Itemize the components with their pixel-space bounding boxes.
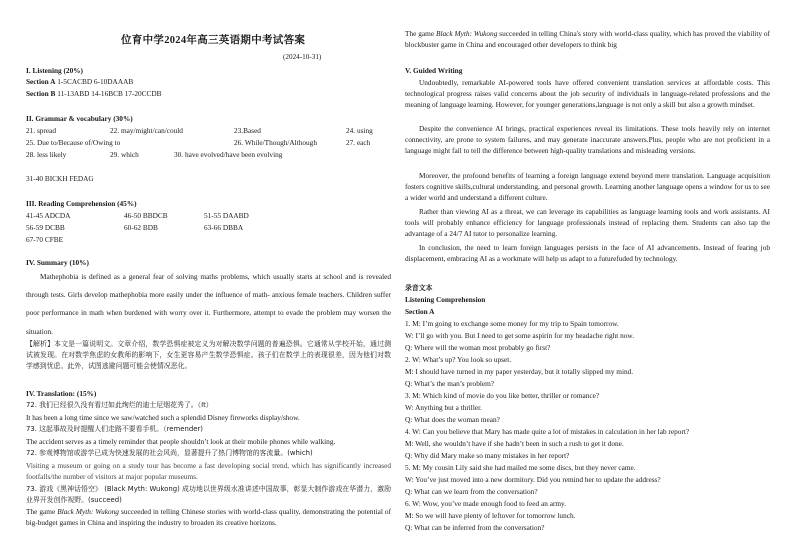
exam-date: (2024-10-31): [283, 53, 322, 61]
reading-answer: 51-55 DAABD: [204, 211, 249, 220]
script-line: 6. W: Wow, you’ve made enough food to feed an army.: [405, 499, 567, 508]
grammar-answer: 24. using: [346, 126, 373, 135]
script-line: Q: What’s the man’s problem?: [405, 379, 495, 388]
page-title: 位育中学2024年高三英语期中考试答案: [121, 35, 306, 46]
writing-paragraph: In conclusion, the need to learn foreign languages persists in the face of AI advancements. Instead of fearing job displacement, embracing AI as a workmate will help us adapt to a futurefuded by technology.: [405, 243, 770, 264]
translation-question: 72. 我们已经很久没有看过如此绚烂的迪士尼烟花秀了。（It）: [26, 401, 213, 409]
translation-answer: Visiting a museum or going on a study tour has become a fast developing social trend, which has significantly increased footfalls/the number of visitors at major popular museums.: [26, 461, 391, 482]
script-line: Q: Why did Mary make so many mistakes in her report?: [405, 451, 570, 460]
summary-analysis: 【解析】本文是一篇说明文。文章介绍，数学恐惧症被定义为对解决数学问题的普遍恐惧。它通常从学校开始，通过测试被发现。在对数学焦虑的女教师的影响下，女生更容易产生数学恐惧症。孩子们在数学上的表现很差，因为他们对数学感到忧虑。此外，试图逃避问题可能会使情况恶化。: [26, 340, 391, 371]
translation-answer: The accident serves as a timely reminder that people shouldn’t look at their mobile phones while walking.: [26, 437, 336, 446]
section-b-answers: Section B 11-13ABD 14-16BCB 17-20CCDB: [26, 89, 162, 98]
summary-text: Mathephobia is defined as a general fear of solving maths problems, which usually starts at school and is revealed through tests. Girls develop mathephobia more easily under the influence of math- anxious female teachers. Children suffer poor performance in math when burdened with worry over it. Furthermore, attempt to evade the problem may worsen the situation.: [26, 272, 391, 336]
script-line: 3. M: Which kind of movie do you like better, thriller or romance?: [405, 391, 600, 400]
grammar-answer: 25. Due to/Because of/Owing to: [26, 138, 121, 147]
writing-paragraph: Undoubtedly, remarkable AI-powered tools have offered convenient translation services at affordable costs. This technological progress raises valid concerns about the job security of individuals in language-related professions and the meaning of language learning. However, for younger generations,language is not only a skill but also a growth mindset.: [405, 78, 770, 110]
script-line: Q: What can we learn from the conversation?: [405, 487, 538, 496]
listening-heading: I. Listening (20%): [26, 66, 83, 75]
grammar-cloze-answers: 31-40 BICKH FEDAG: [26, 174, 94, 183]
script-line: Q: What does the woman mean?: [405, 415, 500, 424]
grammar-answer: 26. While/Though/Although: [234, 138, 317, 147]
summary-heading: IV. Summary (10%): [26, 258, 89, 267]
reading-heading: III. Reading Comprehension (45%): [26, 199, 137, 208]
script-line: M: I should have turned in my paper yesterday, but it totally slipped my mind.: [405, 367, 634, 376]
script-subheading: Listening Comprehension: [405, 295, 486, 304]
translation-question: 73. 这起事故及时提醒人们走路不要看手机。（remender): [26, 425, 203, 433]
grammar-heading: II. Grammar & vocabulary (30%): [26, 114, 133, 123]
writing-heading: V. Guided Writing: [405, 66, 463, 75]
script-line: 5. M: My cousin Lily said she had mailed me some discs, but they never came.: [405, 463, 636, 472]
grammar-answer: 27. each: [346, 138, 371, 147]
translation-answer-alt: The game Black Myth: Wukong succeeded in telling China's story with world-class quality, which has proved the viability of blockbuster game in China and encouraged other developers to think big: [405, 29, 770, 50]
translation-answer: The game Black Myth: Wukong succeeded in telling Chinese stories with world-class quality, demonstrating the potential of big-budget games in China and inspiring the industry to broaden its creative horizons.: [26, 507, 391, 528]
grammar-answer: 21. spread: [26, 126, 56, 135]
translation-question: 72. 参观博物馆或游学已成为快速发展的社会风尚，显著提升了热门博物馆的客流量。(which): [26, 449, 313, 457]
grammar-answer: 29. which: [110, 150, 139, 159]
script-line: Q: What can be inferred from the conversation?: [405, 523, 545, 532]
grammar-answer: 28. less likely: [26, 150, 67, 159]
translation-question: 73. 游戏《黑神话悟空》 (Black Myth: Wukong) 成功地以世界级水准讲述中国故事，彰显大制作游戏在华潜力，激励业界开发创作视野。(succeed): [26, 485, 391, 505]
reading-answer: 60-62 BDB: [124, 223, 158, 232]
reading-answer: 46-50 BBDCB: [124, 211, 168, 220]
section-a-answers: Section A 1-5CACBD 6-10DAAAB: [26, 77, 134, 86]
script-line: 2. W: What’s up? You look so upset.: [405, 355, 512, 364]
script-line: W: You’ve just moved into a new dormitory. Did you remind her to update the address?: [405, 475, 661, 484]
script-section-label: Section A: [405, 307, 435, 316]
script-line: M: So we will have plenty of leftover for tomorrow lunch.: [405, 511, 576, 520]
translation-heading: IV. Translation: (15%): [26, 389, 97, 398]
script-line: 4. W: Can you believe that Mary has made quite a lot of mistakes in calculation in her lab report?: [405, 427, 690, 436]
grammar-answer: 30. have evolved/have been evolving: [174, 150, 283, 159]
writing-paragraph: Moreover, the profound benefits of learning a foreign language extend beyond mere translation. Language acquisition fosters cognitive skills,cultural understanding, and personal growth. Learning another language opens a window for us to see a wider world and understand a different culture.: [405, 171, 770, 203]
script-heading: 录音文本: [405, 284, 433, 292]
reading-answer: 41-45 ADCDA: [26, 211, 71, 220]
writing-paragraph: Rather than viewing AI as a threat, we can leverage its capabilities as language learning tools and work assistants. AI tools will probably enhance efficiency for language professionals instead of replacing them. Students can also tap the advantage of a 24/7 AI tutor to personalize learning.: [405, 207, 770, 239]
translation-answer: It has been a long time since we saw/watched such a splendid Disney fireworks display/show.: [26, 413, 300, 422]
reading-answer: 63-66 DBBA: [204, 223, 244, 232]
script-line: W: Anything but a thriller.: [405, 403, 482, 412]
script-line: M: Well, she wouldn’t have if she hadn’t been in such a rush to get it done.: [405, 439, 624, 448]
grammar-answer: 23.Based: [234, 126, 261, 135]
grammar-answer: 22. may/might/can/could: [110, 126, 183, 135]
script-line: Q: Where will the woman most probably go first?: [405, 343, 551, 352]
script-line: 1. M: I’m going to exchange some money for my trip to Spain tomorrow.: [405, 319, 619, 328]
reading-answer: 56-59 DCBB: [26, 223, 65, 232]
script-line: W: I’ll go with you. But I need to get some aspirin for my headache right now.: [405, 331, 635, 340]
reading-answer: 67-70 CFBE: [26, 235, 64, 244]
writing-paragraph: Despite the convenience AI brings, practical experiences reveal its limitations. These tools heavily rely on internet connectivity, are prone to system failures, and may generate inaccurate answers.Plus, people who are not proficient in a language might fail to tell the difference between high-quality translations and misleading versions.: [405, 124, 770, 156]
